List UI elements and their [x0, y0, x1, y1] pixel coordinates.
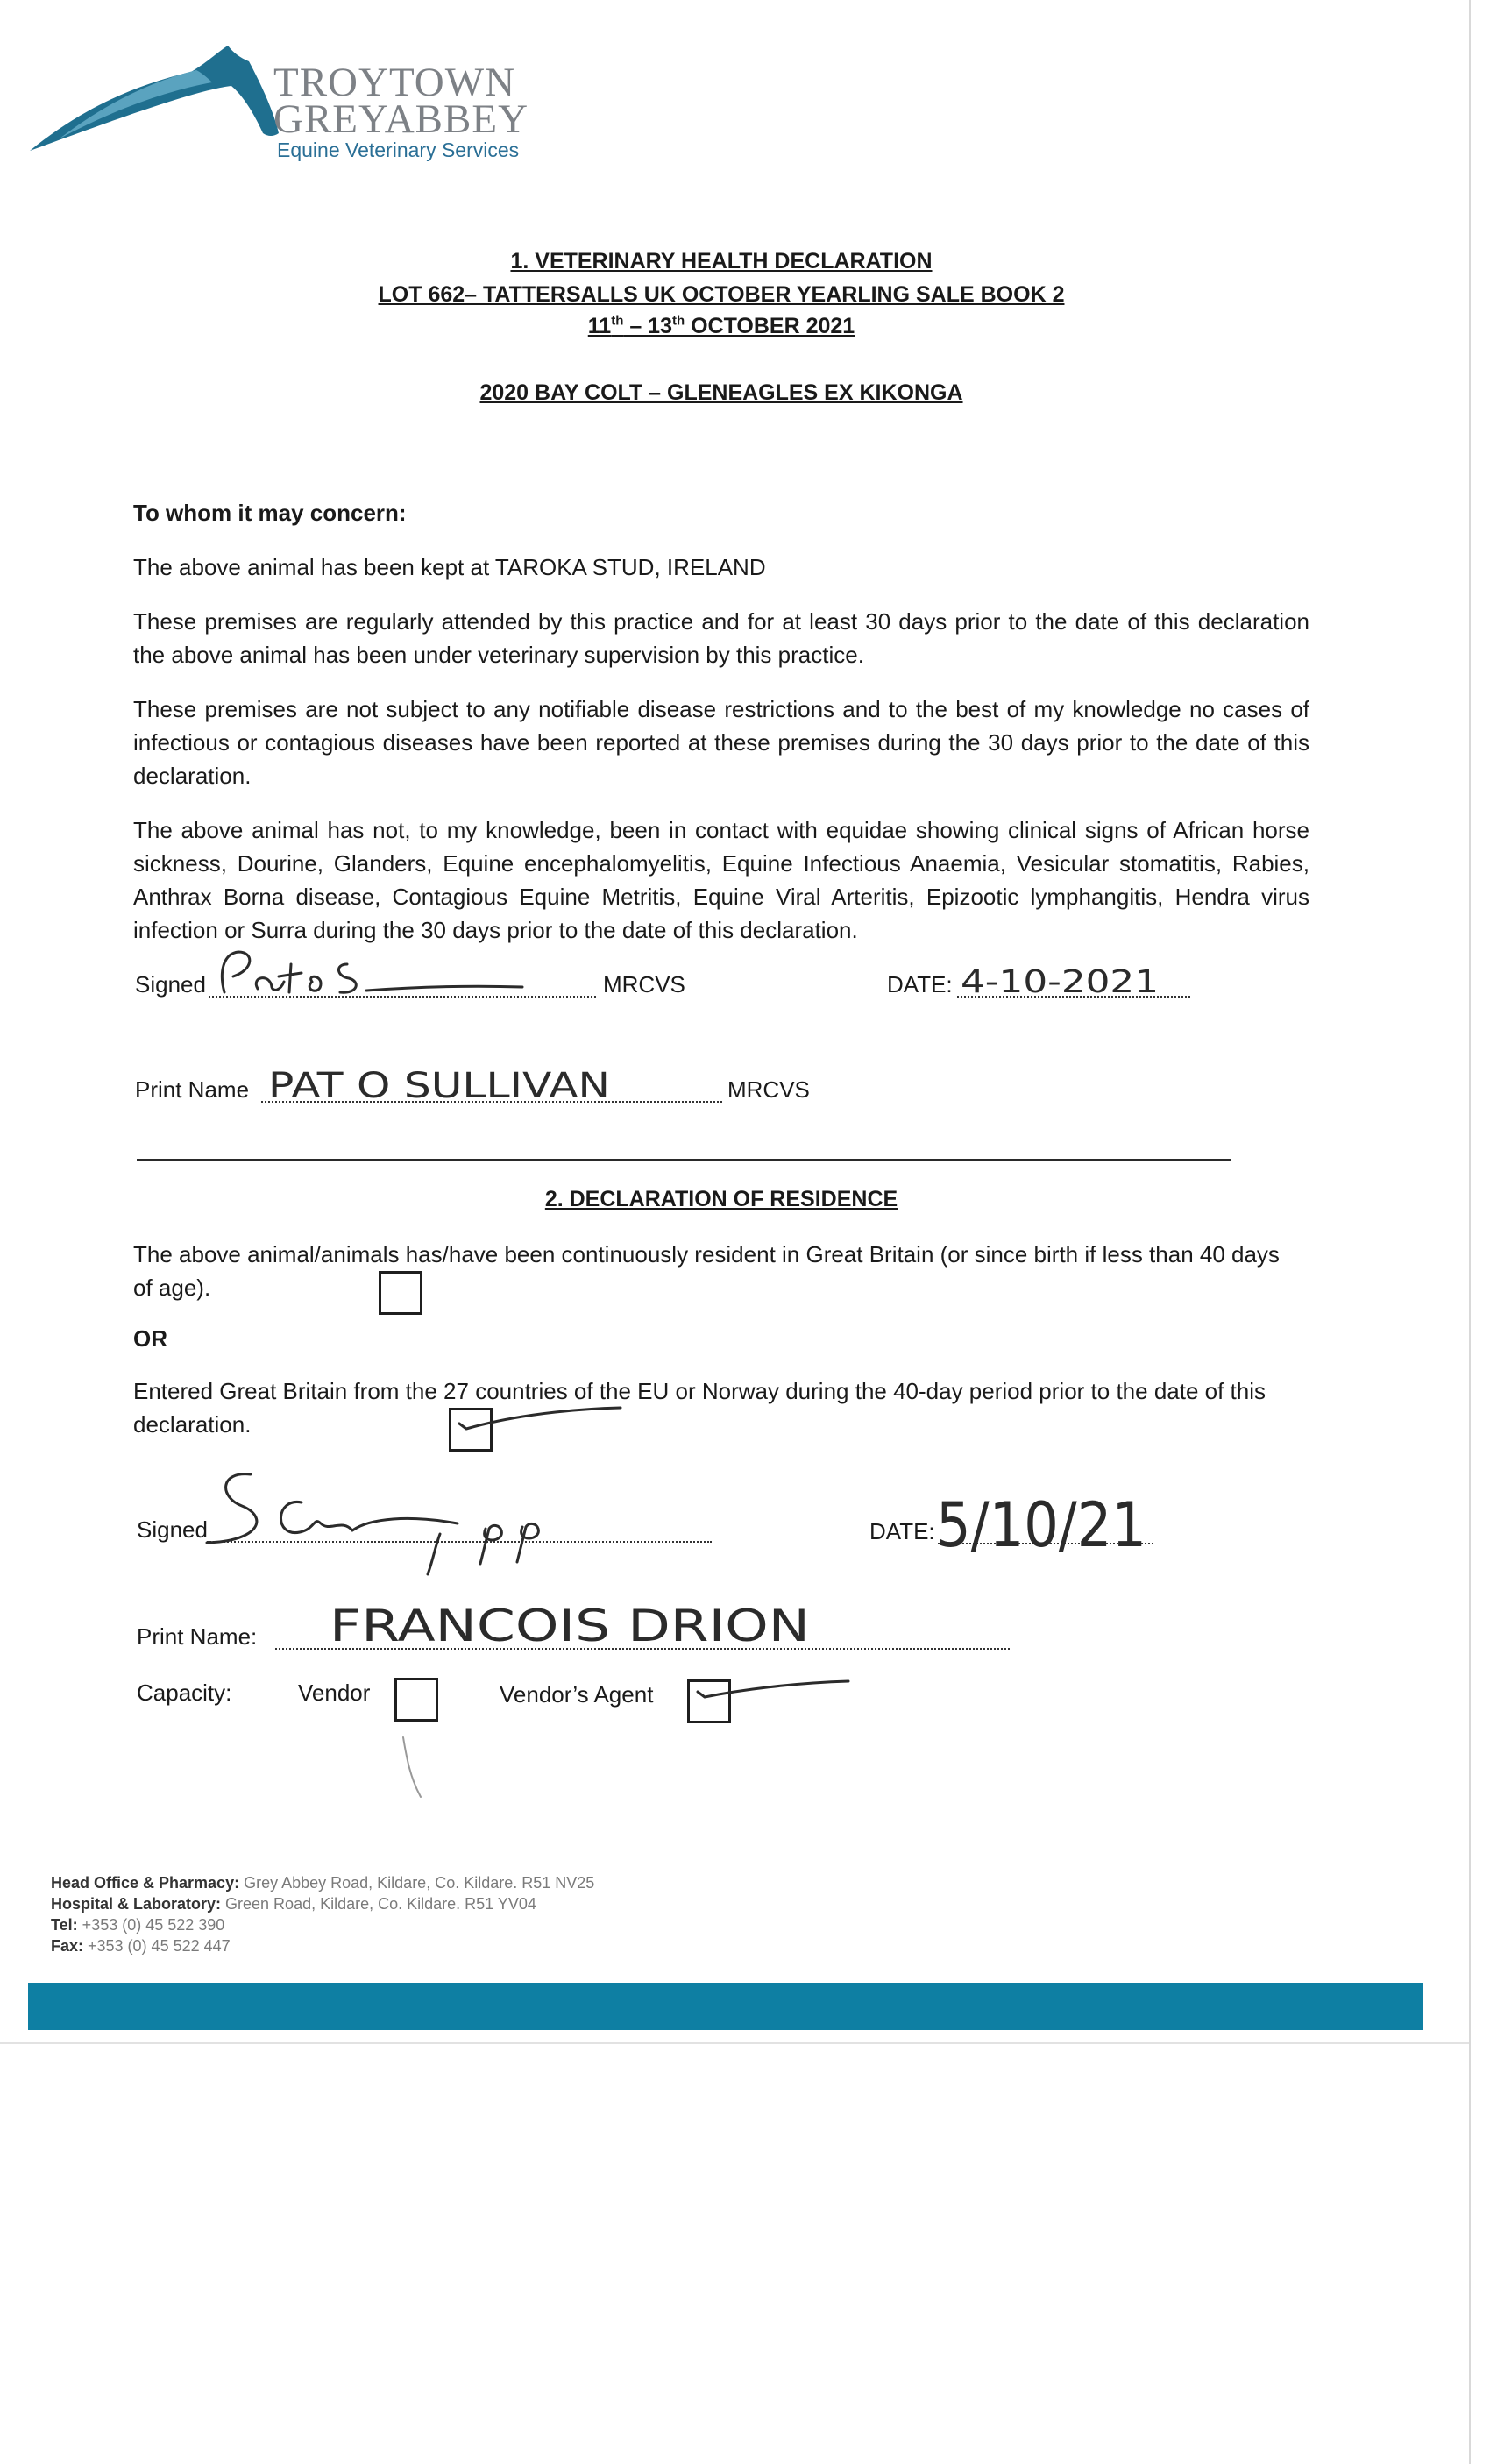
print-name-label: Print Name	[135, 1076, 250, 1103]
section1-title: 1. VETERINARY HEALTH DECLARATION	[510, 249, 933, 273]
logo-subtitle: Equine Veterinary Services	[277, 138, 520, 161]
footer-tel: Tel: +353 (0) 45 522 390	[51, 1916, 225, 1934]
vet-signature	[203, 938, 536, 1008]
supervision-paragraph: These premises are regularly attended by this practice and for at least 30 days prior to the date of this declaration the above animal has been under veterinary supervision by this practice.	[133, 608, 1309, 668]
logo-name-line1: TROYTOWN	[273, 60, 516, 105]
page-edge	[1469, 0, 1471, 2464]
or-label: OR	[133, 1325, 167, 1352]
vet-date-text: 4-10-2021	[961, 964, 1159, 999]
print-name-label-2: Print Name:	[137, 1623, 258, 1650]
disease-paragraph: These premises are not subject to any notifiable disease restrictions and to the best of my knowledge no cases of infectious or contagious diseases have been reported at these premises during the 30 days prior to the date of this declaration.	[133, 696, 1309, 789]
page-bottom-edge	[0, 2042, 1469, 2044]
resident-checkbox[interactable]	[379, 1271, 422, 1315]
vendors-agent-label: Vendor’s Agent	[500, 1681, 654, 1708]
section-divider	[137, 1159, 1231, 1161]
logo-name-line2: GREYABBEY	[273, 96, 529, 142]
footer-head-office: Head Office & Pharmacy: Grey Abbey Road, Kildare, Co. Kildare. R51 NV25	[51, 1874, 595, 1892]
horse-head-logo-icon	[25, 35, 279, 158]
vendors-agent-checkmark-icon	[687, 1669, 854, 1713]
eu-entry-paragraph: Entered Great Britain from the 27 countries of the EU or Norway during the 40-day period prior to the date of this declaration.	[133, 1378, 1266, 1438]
stray-pen-mark	[394, 1732, 429, 1802]
vet-print-name-text: PAT O SULLIVAN	[268, 1066, 610, 1104]
footer-hospital: Hospital & Laboratory: Green Road, Kildare, Co. Kildare. R51 YV04	[51, 1895, 536, 1913]
date-label: DATE:	[887, 971, 953, 998]
agent-signature	[198, 1462, 566, 1576]
agent-print-name-text: FRANCOIS DRION	[330, 1601, 810, 1651]
agent-date-handwriting	[933, 1462, 1160, 1567]
vendor-label: Vendor	[298, 1679, 371, 1706]
agent-print-name-handwriting	[326, 1587, 817, 1651]
signed-label: Signed	[135, 971, 206, 998]
footer-fax: Fax: +353 (0) 45 522 447	[51, 1937, 231, 1955]
capacity-label: Capacity:	[137, 1679, 232, 1706]
sale-date-line: 11th – 13th OCTOBER 2021	[587, 313, 855, 338]
date-label-2: DATE:	[869, 1518, 935, 1544]
vendor-checkbox[interactable]	[394, 1678, 438, 1722]
contact-paragraph: The above animal has not, to my knowledge, been in contact with equidae showing clinical signs of African horse sickness, Dourine, Glanders, Equine encephalomyelitis, Equine Infectious Anaemia, Vesicular stomatitis, Rabies, Anthrax Borna disease, Contagious Equine Metritis, Equine Viral Arteritis, Epizootic lymphangitis, Hendra virus infection or Surra during the 30 days prior to the date of this declaration.	[133, 817, 1309, 943]
vet-date-handwriting	[959, 961, 1169, 999]
resident-paragraph: The above animal/animals has/have been continuously resident in Great Britain (or since birth if less than 40 days of age).	[133, 1241, 1280, 1301]
mrcvs-label: MRCVS	[603, 971, 685, 998]
mrcvs-label-2: MRCVS	[727, 1076, 810, 1103]
horse-line: 2020 BAY COLT – GLENEAGLES EX KIKONGA	[479, 380, 963, 405]
signed-label-2: Signed	[137, 1516, 208, 1543]
section2-title: 2. DECLARATION OF RESIDENCE	[544, 1187, 898, 1211]
agent-date-text: 5/10/21	[936, 1489, 1146, 1561]
salutation: To whom it may concern:	[133, 500, 407, 526]
lot-line: LOT 662– TATTERSALLS UK OCTOBER YEARLING SALE BOOK 2	[378, 282, 1065, 307]
eu-entry-checkmark-icon	[451, 1397, 626, 1446]
vet-print-name-handwriting	[265, 1048, 615, 1104]
footer-blue-bar	[28, 1983, 1423, 2030]
premises-paragraph: The above animal has been kept at TAROKA STUD, IRELAND	[133, 554, 766, 580]
